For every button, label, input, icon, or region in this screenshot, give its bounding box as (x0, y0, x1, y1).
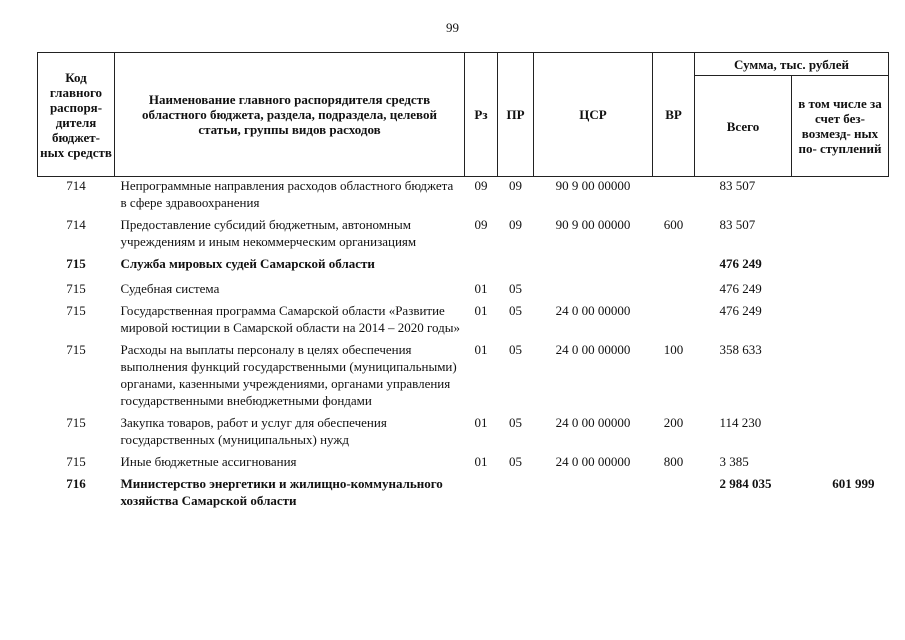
cell-code: 715 (66, 281, 86, 296)
cell-rz: 01 (474, 454, 488, 469)
cell-csr (534, 280, 653, 302)
cell-rz: 01 (474, 415, 488, 430)
cell-free: 601 999 (832, 476, 875, 491)
table-row (38, 341, 889, 414)
cell-vr (653, 475, 695, 517)
cell-total: 476 249 (719, 256, 762, 271)
header-sum: Сумма, тыс. рублей (695, 53, 889, 76)
cell-name: Министерство энергетики и жилищно-коммунального хозяйства Самарской области (120, 476, 443, 508)
header-free: в том числе за счет без- возмезд- ных по- ступлений (792, 76, 889, 177)
cell-free (792, 453, 889, 475)
cell-csr: 24 0 00 00000 (555, 454, 631, 469)
cell-name: Государственная программа Самарской области «Развитие мировой юстиции в Самарской области на 2014 – 2020 годы» (120, 303, 460, 335)
cell-code: 715 (66, 342, 86, 357)
cell-name: Закупка товаров, работ и услуг для обеспечения государственных (муниципальных) нужд (120, 415, 387, 447)
table-row (38, 453, 889, 475)
cell-rz: 09 (474, 217, 488, 232)
cell-free (792, 177, 889, 217)
cell-pr: 05 (509, 303, 522, 318)
cell-vr (653, 177, 695, 217)
cell-name: Расходы на выплаты персоналу в целях обеспечения выполнения функций государственными (муниципальными) органами, казенными учреждениями, органами управления государственными внебюджетными фондами (120, 342, 457, 408)
budget-table (37, 52, 889, 517)
header-pr: ПР (498, 53, 534, 177)
cell-csr (534, 255, 653, 280)
cell-vr (653, 302, 695, 341)
cell-rz: 09 (474, 178, 488, 193)
cell-total: 358 633 (719, 342, 762, 357)
header-name: Наименование главного распорядителя средств областного бюджета, раздела, подраздела, целевой статьи, группы видов расходов (115, 53, 465, 177)
cell-pr (498, 255, 534, 280)
cell-total: 3 385 (719, 454, 749, 469)
cell-name: Судебная система (120, 281, 220, 296)
cell-code: 714 (66, 178, 86, 193)
cell-code: 714 (66, 217, 86, 232)
cell-code: 716 (66, 476, 86, 491)
table-header (38, 53, 889, 177)
cell-csr (534, 475, 653, 517)
cell-code: 715 (66, 256, 86, 271)
header-rz: Рз (465, 53, 498, 177)
table-body (38, 177, 889, 518)
table-row (38, 280, 889, 302)
header-total: Всего (695, 76, 792, 177)
header-vr: ВР (653, 53, 695, 177)
table-row (38, 475, 889, 517)
cell-free (792, 255, 889, 280)
cell-vr: 800 (663, 454, 684, 469)
cell-pr: 05 (509, 342, 522, 357)
cell-free (792, 414, 889, 453)
header-code: Код главного распоря- дителя бюджет- ных средств (38, 53, 115, 177)
table-row (38, 255, 889, 280)
cell-total: 83 507 (719, 217, 756, 232)
table-row (38, 414, 889, 453)
page-number: 99 (446, 20, 459, 35)
cell-vr (653, 280, 695, 302)
cell-pr: 09 (509, 178, 522, 193)
table-row (38, 177, 889, 217)
cell-total: 476 249 (719, 303, 762, 318)
cell-rz (465, 475, 498, 517)
cell-total: 476 249 (719, 281, 762, 296)
table-row (38, 216, 889, 255)
cell-csr: 24 0 00 00000 (555, 303, 631, 318)
cell-total: 2 984 035 (719, 476, 772, 491)
cell-vr (653, 255, 695, 280)
cell-total: 83 507 (719, 178, 756, 193)
cell-pr: 05 (509, 281, 522, 296)
cell-rz: 01 (474, 281, 488, 296)
cell-rz: 01 (474, 342, 488, 357)
cell-total: 114 230 (719, 415, 762, 430)
cell-free (792, 280, 889, 302)
cell-pr: 05 (509, 454, 522, 469)
cell-pr (498, 475, 534, 517)
cell-csr: 24 0 00 00000 (555, 342, 631, 357)
cell-name: Непрограммные направления расходов областного бюджета в сфере здравоохранения (120, 178, 454, 210)
cell-name: Иные бюджетные ассигнования (120, 454, 297, 469)
cell-csr: 90 9 00 00000 (555, 178, 631, 193)
cell-code: 715 (66, 303, 86, 318)
cell-code: 715 (66, 415, 86, 430)
cell-name: Предоставление субсидий бюджетным, автономным учреждениям и иным некоммерческим организациям (120, 217, 417, 249)
cell-csr: 24 0 00 00000 (555, 415, 631, 430)
cell-vr: 600 (663, 217, 684, 232)
cell-csr: 90 9 00 00000 (555, 217, 631, 232)
table-row (38, 302, 889, 341)
cell-name: Служба мировых судей Самарской области (120, 256, 375, 271)
cell-rz: 01 (474, 303, 488, 318)
cell-code: 715 (66, 454, 86, 469)
header-csr: ЦСР (534, 53, 653, 177)
cell-free (792, 341, 889, 414)
cell-rz (465, 255, 498, 280)
cell-free (792, 216, 889, 255)
cell-pr: 05 (509, 415, 522, 430)
cell-pr: 09 (509, 217, 522, 232)
cell-free (792, 302, 889, 341)
cell-vr: 200 (663, 415, 684, 430)
cell-vr: 100 (663, 342, 684, 357)
